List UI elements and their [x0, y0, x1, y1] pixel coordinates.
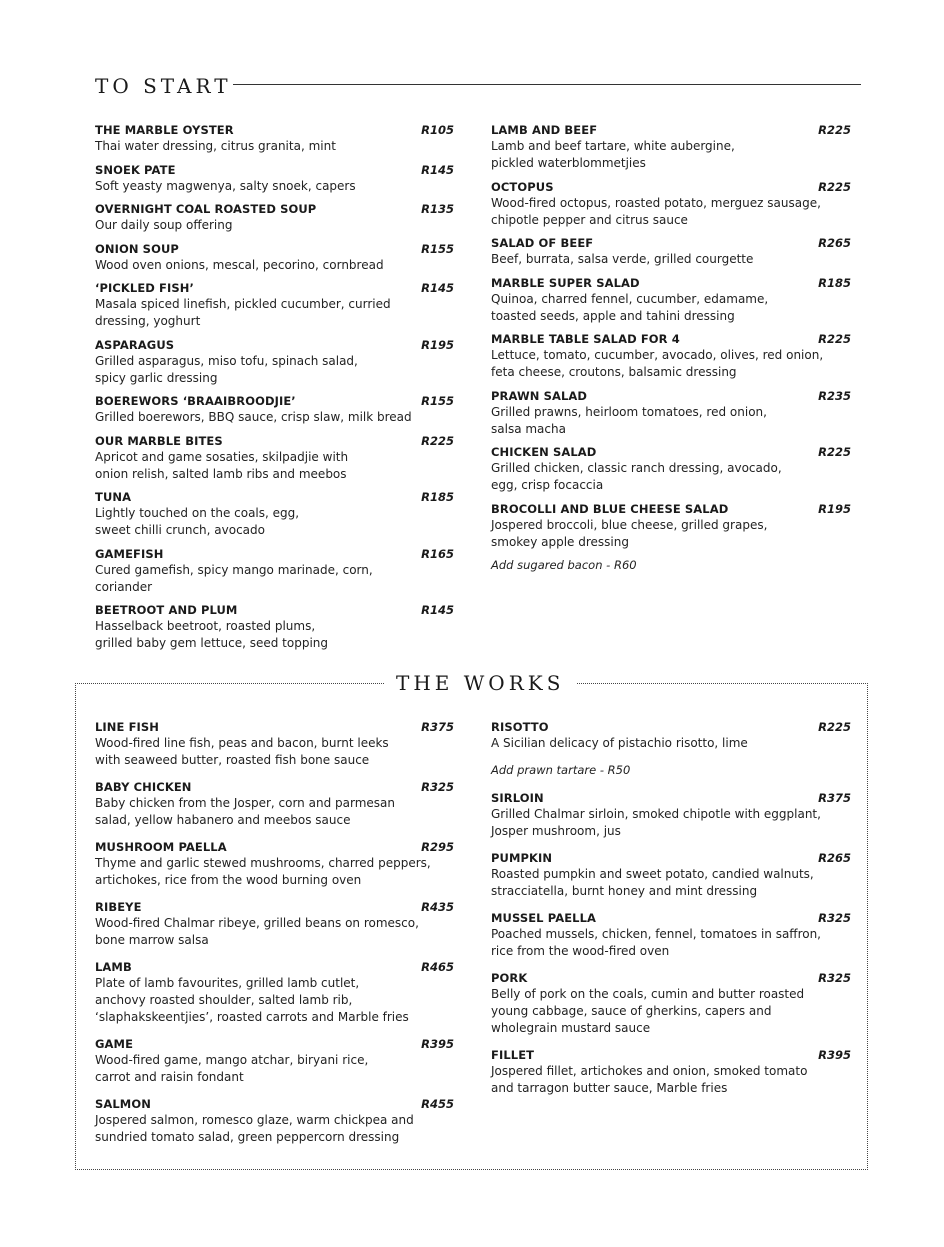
menu-item-description: Masala spiced linefish, pickled cucumber, curried dressing, yoghurt: [95, 297, 391, 328]
menu-item-description: Jospered fillet, artichokes and onion, smoked tomato and tarragon butter sauce, Marble fries: [491, 1064, 808, 1095]
menu-item: [95, 162, 454, 195]
menu-item-price: R105: [421, 123, 454, 137]
menu-item-description: A Sicilian delicacy of pistachio risotto, lime: [491, 736, 748, 750]
menu-item-name: LINE FISH: [95, 720, 160, 734]
menu-item-description: Lamb and beef tartare, white aubergine, pickled waterblommetjies: [491, 139, 735, 170]
menu-item: [95, 122, 454, 155]
menu-item: [95, 1096, 454, 1146]
menu-item-price: R165: [421, 546, 454, 561]
menu-item-description: Grilled boerewors, BBQ sauce, crisp slaw, milk bread: [95, 410, 412, 424]
menu-item-price: R455: [421, 1097, 454, 1111]
menu-item-price: R145: [421, 603, 454, 617]
menu-item: [95, 719, 454, 769]
menu-item-name: TUNA: [95, 490, 132, 504]
prawn-tartare-note: Add prawn tartare - R50: [491, 763, 631, 777]
menu-item-price: R395: [818, 1048, 851, 1062]
menu-item: [491, 501, 851, 551]
menu-item: [491, 388, 851, 438]
menu-item-name: MUSHROOM PAELLA: [95, 840, 227, 854]
menu-item-description: Thai water dressing, citrus granita, mint: [95, 139, 336, 153]
menu-item-name: FILLET: [491, 1048, 535, 1062]
menu-item-name: RIBEYE: [95, 900, 142, 914]
menu-item-price: R135: [421, 202, 454, 216]
menu-item-description: Lightly touched on the coals, egg, sweet chilli crunch, avocado: [95, 506, 300, 537]
menu-item-price: R185: [421, 490, 454, 504]
menu-item-description: Wood oven onions, mescal, pecorino, cornbread: [95, 257, 384, 272]
menu-item-name: SIRLOIN: [491, 791, 544, 805]
menu-item: [491, 235, 851, 268]
the-works-right-column: [491, 719, 851, 1107]
menu-item-price: R375: [421, 720, 454, 734]
menu-item: [491, 179, 851, 229]
menu-item-name: BROCOLLI AND BLUE CHEESE SALAD: [491, 501, 729, 516]
menu-item-description: Grilled asparagus, miso tofu, spinach salad, spicy garlic dressing: [95, 353, 358, 385]
menu-item-price: R225: [818, 332, 851, 346]
menu-item: [95, 433, 454, 483]
menu-item: [95, 899, 454, 949]
menu-item: [95, 280, 454, 330]
menu-item-name: MARBLE TABLE SALAD FOR 4: [491, 332, 680, 346]
menu-item-price: R465: [421, 960, 454, 974]
menu-item-name: MUSSEL PAELLA: [491, 911, 597, 925]
menu-item: [491, 1047, 851, 1097]
menu-item-description: Poached mussels, chicken, fennel, tomatoes in saffron, rice from the wood-fired oven: [491, 927, 821, 958]
menu-item-name: RISOTTO: [491, 720, 549, 734]
menu-item-price: R235: [818, 388, 851, 403]
menu-item-description: Thyme and garlic stewed mushrooms, charred peppers, artichokes, rice from the wood burning oven: [95, 856, 431, 887]
menu-item: [95, 241, 454, 274]
menu-item-name: PUMPKIN: [491, 851, 553, 865]
menu-item-price: R155: [421, 394, 454, 408]
menu-item-name: SALAD OF BEEF: [491, 236, 594, 250]
menu-item: [95, 1036, 454, 1086]
menu-item-description: Jospered salmon, romesco glaze, warm chickpea and sundried tomato salad, green peppercorn dressing: [95, 1113, 414, 1144]
menu-item-price: R325: [421, 780, 454, 794]
menu-item-name: LAMB: [95, 960, 132, 974]
menu-item-price: R195: [818, 501, 851, 516]
menu-item-description: Apricot and game sosaties, skilpadjie with onion relish, salted lamb ribs and meebos: [95, 449, 349, 481]
menu-item-price: R145: [421, 281, 454, 295]
menu-item-name: MARBLE SUPER SALAD: [491, 275, 640, 290]
menu-item-description: Grilled prawns, heirloom tomatoes, red onion, salsa macha: [491, 404, 767, 436]
menu-item-description: Wood-fired octopus, roasted potato, merguez sausage, chipotle pepper and citrus sauce: [491, 195, 821, 227]
menu-item-name: BABY CHICKEN: [95, 780, 192, 794]
menu-item-description: Our daily soup offering: [95, 218, 233, 232]
menu-item-description: Jospered broccoli, blue cheese, grilled grapes, smokey apple dressing: [491, 517, 768, 549]
menu-item-price: R225: [818, 445, 851, 459]
the-works-heading: THE WORKS: [384, 671, 576, 695]
menu-item-price: R265: [818, 236, 851, 250]
menu-item-price: R225: [818, 123, 851, 137]
menu-item-name: OCTOPUS: [491, 179, 554, 194]
menu-item: [95, 546, 454, 596]
menu-item-name: BEETROOT AND PLUM: [95, 603, 238, 617]
menu-item-description: Cured gamefish, spicy mango marinade, corn, coriander: [95, 562, 373, 594]
menu-item-description: Wood-fired game, mango atchar, biryani rice, carrot and raisin fondant: [95, 1053, 369, 1084]
to-start-divider: [233, 84, 861, 85]
menu-item-name: CHICKEN SALAD: [491, 445, 597, 459]
menu-item: [491, 331, 851, 381]
menu-item-price: R435: [421, 900, 454, 914]
menu-item-name: ‘PICKLED FISH’: [95, 281, 194, 295]
menu-item: [491, 122, 851, 172]
menu-item: [491, 275, 851, 325]
menu-item: [95, 839, 454, 889]
menu-item: [95, 602, 454, 652]
menu-item-name: PORK: [491, 971, 528, 985]
menu-item-description: Quinoa, charred fennel, cucumber, edamame, toasted seeds, apple and tahini dressing: [491, 291, 769, 323]
menu-item-price: R225: [421, 433, 454, 448]
to-start-right-column: [491, 122, 851, 573]
menu-item-name: OUR MARBLE BITES: [95, 433, 223, 448]
menu-item: [491, 790, 851, 840]
menu-item-price: R265: [818, 851, 851, 865]
menu-item-name: PRAWN SALAD: [491, 388, 588, 403]
menu-item-description: Beef, burrata, salsa verde, grilled courgette: [491, 252, 754, 266]
menu-item-description: Soft yeasty magwenya, salty snoek, capers: [95, 178, 356, 193]
menu-item-price: R225: [818, 720, 851, 734]
menu-item-description: Wood-fired line fish, peas and bacon, burnt leeks with seaweed butter, roasted fish bone sauce: [95, 736, 389, 767]
menu-item: [95, 337, 454, 387]
menu-item: [95, 489, 454, 539]
menu-item-description: Grilled Chalmar sirloin, smoked chipotle with eggplant, Josper mushroom, jus: [491, 807, 821, 838]
to-start-left-column: [95, 122, 454, 659]
menu-item-name: SALMON: [95, 1097, 151, 1111]
menu-item-description: Grilled chicken, classic ranch dressing, avocado, egg, crisp focaccia: [491, 461, 782, 492]
menu-item-price: R375: [818, 791, 851, 805]
to-start-heading: TO START: [95, 74, 232, 98]
the-works-left-column: [95, 719, 454, 1156]
menu-item-price: R195: [421, 337, 454, 352]
menu-item-name: ASPARAGUS: [95, 337, 175, 352]
menu-item-price: R295: [421, 840, 454, 854]
menu-item-description: Plate of lamb favourites, grilled lamb cutlet, anchovy roasted shoulder, salted lamb rib, ‘slaphakskeentjies’, roasted carrots and Marble fries: [95, 976, 409, 1024]
menu-item-name: OVERNIGHT COAL ROASTED SOUP: [95, 202, 317, 216]
menu-item-name: SNOEK PATE: [95, 162, 176, 177]
sugared-bacon-note: Add sugared bacon - R60: [491, 558, 637, 572]
menu-item: [95, 393, 454, 426]
menu-item-price: R185: [818, 275, 851, 290]
menu-item-description: Belly of pork on the coals, cumin and butter roasted young cabbage, sauce of gherkins, capers and wholegrain mustard sauce: [491, 987, 805, 1035]
menu-item-name: ONION SOUP: [95, 241, 179, 256]
menu-item-price: R395: [421, 1037, 454, 1051]
menu-item: [95, 201, 454, 234]
menu-item-description: Lettuce, tomato, cucumber, avocado, olives, red onion, feta cheese, croutons, balsamic dressing: [491, 348, 824, 379]
menu-item: [491, 910, 851, 960]
menu-item-price: R325: [818, 971, 851, 985]
menu-item-price: R145: [421, 162, 454, 177]
menu-item: [95, 779, 454, 829]
menu-item: [491, 850, 851, 900]
menu-item-description: Hasselback beetroot, roasted plums, grilled baby gem lettuce, seed topping: [95, 619, 329, 650]
menu-item-name: GAMEFISH: [95, 546, 164, 561]
menu-item: [491, 444, 851, 494]
menu-item-description: Baby chicken from the Josper, corn and parmesan salad, yellow habanero and meebos sauce: [95, 796, 395, 827]
menu-item: [491, 719, 851, 752]
menu-item: [491, 970, 851, 1037]
menu-item-price: R155: [421, 241, 454, 256]
menu-item-name: GAME: [95, 1037, 134, 1051]
menu-item: [95, 959, 454, 1026]
menu-item-name: LAMB AND BEEF: [491, 123, 598, 137]
menu-item-price: R225: [818, 179, 851, 194]
menu-item-name: THE MARBLE OYSTER: [95, 123, 234, 137]
menu-item-description: Roasted pumpkin and sweet potato, candied walnuts, stracciatella, burnt honey and mint dressing: [491, 867, 814, 898]
menu-item-price: R325: [818, 911, 851, 925]
menu-item-description: Wood-fired Chalmar ribeye, grilled beans on romesco, bone marrow salsa: [95, 916, 419, 947]
menu-item-name: BOEREWORS ‘BRAAIBROODJIE’: [95, 394, 296, 408]
